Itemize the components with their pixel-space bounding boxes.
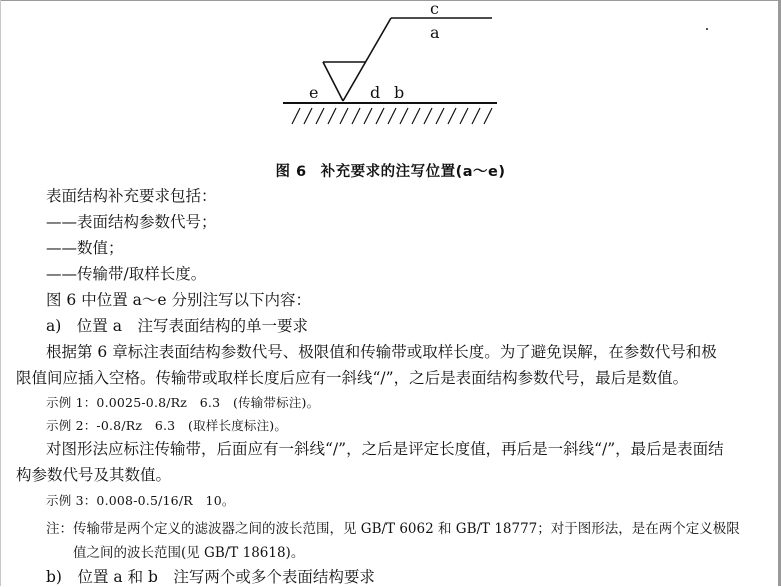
list-item: ——数值；	[46, 239, 124, 257]
label-b: b	[394, 83, 405, 102]
example-2: 示例 2：-0.8/Rz 6.3 (取样长度标注)。	[46, 418, 288, 433]
label-a: a	[430, 23, 440, 42]
paragraph-line: 构参数代号及其数值。	[16, 466, 172, 484]
figure-title: 补充要求的注写位置(a～e)	[320, 164, 506, 180]
surface-hatching	[292, 108, 492, 124]
section-a-heading: a) 位置 a 注写表面结构的单一要求	[46, 317, 308, 335]
surface-symbol-figure	[0, 0, 781, 150]
figure-number: 图 6	[275, 164, 307, 180]
label-c: c	[430, 0, 439, 18]
list-item: ——表面结构参数代号；	[46, 213, 217, 231]
label-e: e	[309, 83, 319, 102]
paragraph-line: 根据第 6 章标注表面结构参数代号、极限值和传输带或取样长度。为了避免误解，在参数代号和极	[46, 343, 717, 361]
note-line: 值之间的波长范围(见 GB/T 18618)。	[73, 545, 305, 561]
surface-texture-symbol	[323, 18, 492, 101]
label-d: d	[370, 83, 381, 102]
figure-caption	[0, 160, 781, 181]
example-3: 示例 3：0.008-0.5/16/R 10。	[46, 493, 235, 508]
paragraph-line: 限值间应插入空格。传输带或取样长度后应有一斜线“/”，之后是表面结构参数代号，最后是数值。	[16, 369, 689, 387]
intro-text: 表面结构补充要求包括：	[46, 187, 217, 205]
note-line: 注：传输带是两个定义的滤波器之间的波长范围，见 GB/T 6062 和 GB/T 18777；对于图形法，是在两个定义极限	[46, 521, 740, 537]
list-item: ——传输带/取样长度。	[46, 265, 207, 283]
example-1: 示例 1：0.0025-0.8/Rz 6.3 (传输带标注)。	[46, 395, 320, 410]
positions-intro: 图 6 中位置 a～e 分别注写以下内容：	[46, 291, 311, 309]
section-b-heading: b) 位置 a 和 b 注写两个或多个表面结构要求	[46, 568, 375, 586]
paragraph-line: 对图形法应标注传输带，后面应有一斜线“/”，之后是评定长度值，再后是一斜线“/”，最后是表面结	[46, 440, 724, 458]
